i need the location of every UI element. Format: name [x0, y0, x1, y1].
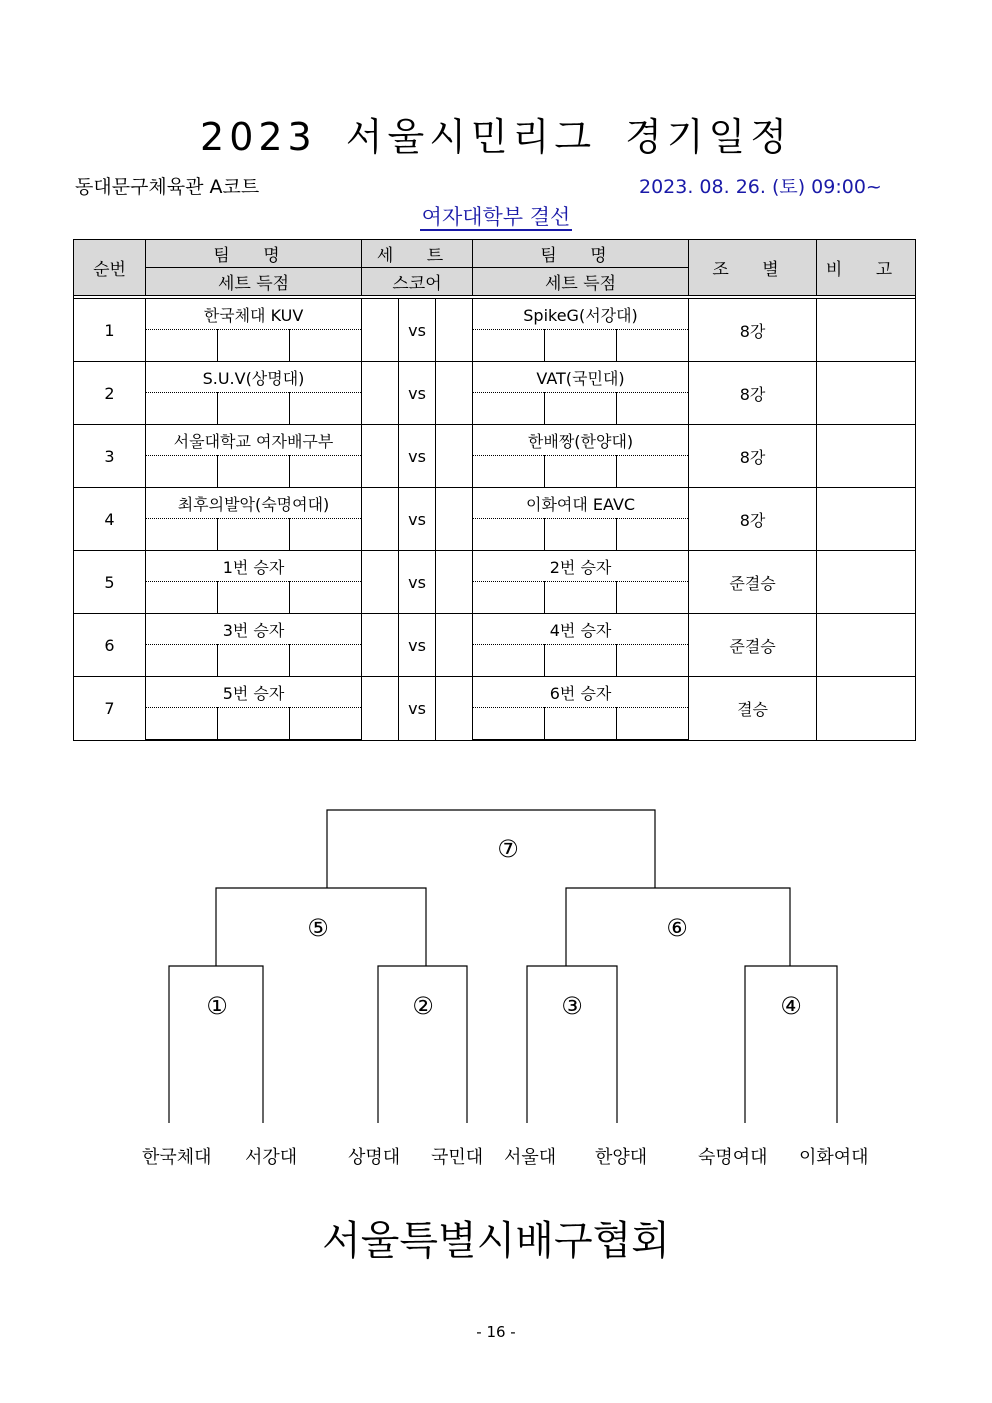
round-label: 준결승	[689, 614, 817, 677]
away-team: 이화여대 EAVC	[473, 488, 689, 519]
round-label: 8강	[689, 362, 817, 425]
header-team-name-away: 팀 명	[473, 240, 689, 268]
bracket-match-1-line	[169, 966, 263, 1123]
home-team: 1번 승자	[146, 551, 362, 582]
header-set-1: 세 트	[362, 240, 473, 268]
round-label: 결승	[689, 677, 817, 741]
match-number: 6	[74, 614, 146, 677]
header-group: 조 별	[689, 240, 817, 296]
away-team: 6번 승자	[473, 677, 689, 708]
home-team: 5번 승자	[146, 677, 362, 708]
bracket-label-2: ②	[412, 992, 434, 1020]
bracket-team-2: 서강대	[245, 1147, 298, 1168]
association-name: 서울특별시배구협회	[322, 1218, 670, 1264]
away-team: VAT(국민대)	[473, 362, 689, 393]
bracket-label-1: ①	[206, 992, 228, 1020]
bracket-label-5: ⑤	[307, 914, 329, 942]
match-number: 5	[74, 551, 146, 614]
bracket-match-4-line	[745, 966, 837, 1123]
header-order: 순번	[74, 240, 146, 296]
vs-label: vs	[399, 614, 436, 677]
bracket-label-7: ⑦	[497, 835, 519, 863]
bracket-team-6: 한양대	[595, 1147, 648, 1168]
bracket-match-2-line	[378, 966, 467, 1123]
header-set-2: 스코어	[362, 268, 473, 296]
match-number: 2	[74, 362, 146, 425]
bracket-team-1: 한국체대	[142, 1147, 212, 1168]
round-label: 8강	[689, 425, 817, 488]
header-set-points-away: 세트 득점	[473, 268, 689, 296]
page-title: 2023 서울시민리그 경기일정	[200, 115, 792, 159]
home-team: 최후의발악(숙명여대)	[146, 488, 362, 519]
bracket-team-8: 이화여대	[799, 1147, 869, 1168]
bracket-team-3: 상명대	[348, 1147, 401, 1168]
match-number: 7	[74, 677, 146, 741]
round-label: 8강	[689, 299, 817, 362]
vs-label: vs	[399, 299, 436, 362]
header-set-points-home: 세트 득점	[146, 268, 362, 296]
away-team: 한배짱(한양대)	[473, 425, 689, 456]
vs-label: vs	[399, 677, 436, 741]
bracket-match-7-line	[327, 810, 655, 888]
vs-label: vs	[399, 551, 436, 614]
venue-label: 동대문구체육관 A코트	[75, 176, 260, 198]
home-team: S.U.V(상명대)	[146, 362, 362, 393]
vs-label: vs	[399, 488, 436, 551]
match-number: 4	[74, 488, 146, 551]
bracket-team-7: 숙명여대	[698, 1147, 768, 1168]
round-label: 준결승	[689, 551, 817, 614]
bracket-label-4: ④	[780, 992, 802, 1020]
bracket-label-3: ③	[561, 992, 583, 1020]
bracket-label-6: ⑥	[666, 914, 688, 942]
header-team-name-home: 팀 명	[146, 240, 362, 268]
page-number: - 16 -	[476, 1323, 516, 1341]
bracket-team-5: 서울대	[504, 1147, 557, 1168]
vs-label: vs	[399, 362, 436, 425]
home-team: 3번 승자	[146, 614, 362, 645]
home-team: 한국체대 KUV	[146, 299, 362, 330]
datetime-label: 2023. 08. 26. (토) 09:00~	[639, 176, 882, 198]
vs-label: vs	[399, 425, 436, 488]
away-team: SpikeG(서강대)	[473, 299, 689, 330]
home-team: 서울대학교 여자배구부	[146, 425, 362, 456]
away-team: 2번 승자	[473, 551, 689, 582]
division-text: 여자대학부 결선	[421, 205, 571, 229]
match-number: 3	[74, 425, 146, 488]
header-note: 비 고	[817, 240, 916, 296]
round-label: 8강	[689, 488, 817, 551]
bracket-match-3-line	[527, 966, 617, 1123]
match-number: 1	[74, 299, 146, 362]
away-team: 4번 승자	[473, 614, 689, 645]
bracket-team-4: 국민대	[431, 1147, 484, 1168]
